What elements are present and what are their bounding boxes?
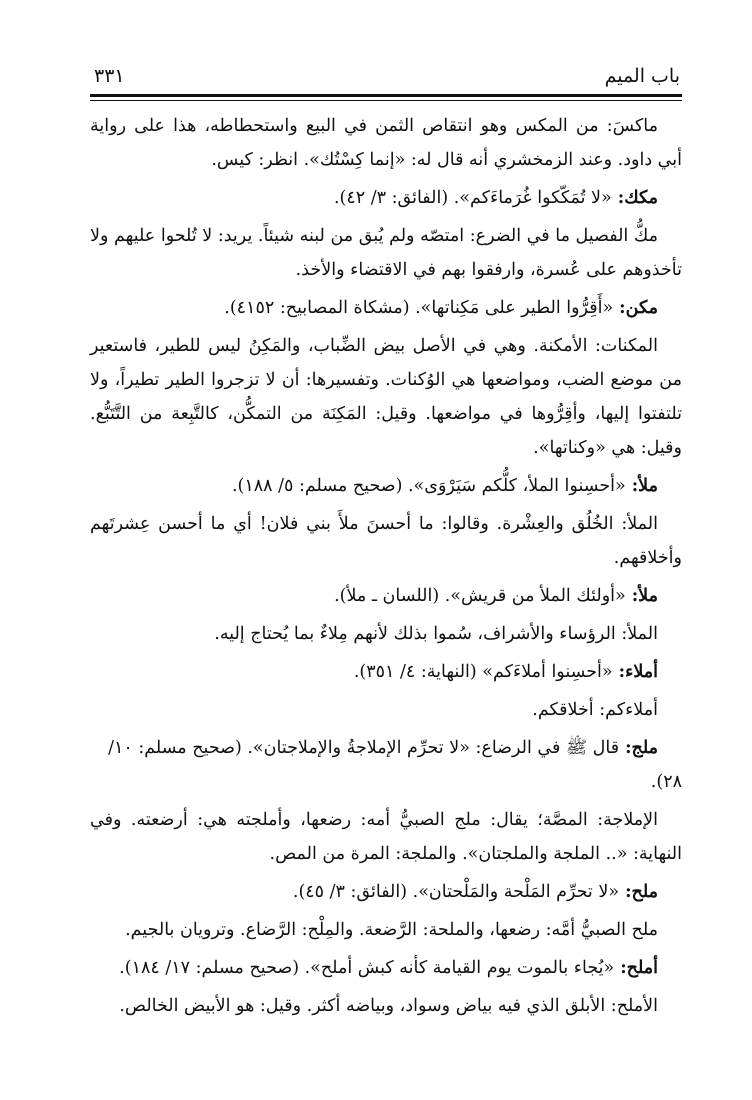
explanation-paragraph: أملاءكم: أخلاقكم. [532, 700, 658, 720]
hadith-quote: «لا تُمَكّكوا غُرَماءَكم». (الفائق: ٣/ ٤٢). [333, 188, 612, 208]
entry-heading [90, 731, 682, 799]
root-word: ملج: [625, 738, 658, 758]
explanation-paragraph: مكُّ الفصيل ما في الضرع: امتصّه ولم يُبق من لبنه شيئاً. يريد: لا تُلحوا عليهم ولا تأخذوهم على عُسرة، وارفقوا بهم في الاقتضاء والأخذ. [90, 226, 682, 280]
chapter-title: باب الميم [604, 65, 680, 87]
explanation-paragraph: الإملاجة: المصَّة؛ يقال: ملج الصبيُّ أمه: رضعها، وأملجته هي: أرضعته. وفي النهاية: «.. الملجة والملجتان». والملجة: المرة من المص. [90, 810, 682, 864]
entry-heading [90, 469, 682, 503]
hadith-quote: «أحسِنوا الملأ، كلُّكم سَيَرْوَى». (صحيح مسلم: ٥/ ١٨٨). [231, 476, 626, 496]
header-rule-thick [90, 94, 682, 97]
explanation-paragraph: الأملح: الأبلق الذي فيه بياض وسواد، وبياضه أكثر. وقيل: هو الأبيض الخالص. [119, 996, 658, 1016]
running-header [90, 60, 682, 90]
root-word: أملاء: [618, 662, 658, 682]
entry-heading [90, 951, 682, 985]
hadith-quote: «أولئك الملأ من قريش». (اللسان ـ ملأ). [334, 586, 626, 606]
root-word: ملأ: [631, 476, 658, 496]
explanation-paragraph: ملح الصبيُّ أمَّه: رضعها، والملحة: الرَّضعة. والمِلْح: الرَّضاع. وترويان بالجيم. [125, 920, 658, 940]
root-word: ملح: [625, 882, 658, 902]
entry-heading [90, 181, 682, 215]
explanation-paragraph: الملأ: الخُلُق والعِشْرة. وقالوا: ما أحسنَ ملأَ بني فلان! أي ما أحسن عِشرتَهم وأخلاقهم. [90, 514, 682, 568]
entry-heading [90, 579, 682, 613]
hadith-quote: قال ﷺ في الرضاع: «لا تحرِّم الإملاجةُ والإملاجتان». (صحيح مسلم: ١٠/ ٢٨). [108, 738, 682, 792]
root-word: أملح: [620, 958, 658, 978]
entry-heading [90, 291, 682, 325]
page-number: ٣٣١ [94, 65, 125, 87]
explanation-paragraph: المكنات: الأمكنة. وهي في الأصل بيض الضِّباب، والمَكِنُ ليس للطير، فاستعير من موضع الضب، ومواضعها هي الوُكنات. وتفسيرها: أن لا تزجروا الطير تطيراً، ولا تلتفتوا إليها، وأقِرُّوها في مواضعها. وقيل: المَكِنَة من التمكُّن، كالتَّبِعة من التَّتَبُّع. وقيل: هي «وكناتها». [90, 336, 682, 458]
entry-heading [90, 875, 682, 909]
hadith-quote: «أَقِرُّوا الطير على مَكِناتها». (مشكاة المصابيح: ٤١٥٢). [224, 298, 614, 318]
hadith-quote: «أحسِنوا أملاءَكم» (النهاية: ٤/ ٣٥١). [353, 662, 613, 682]
root-word: مكك: [617, 188, 658, 208]
root-word: مكن: [619, 298, 658, 318]
explanation-paragraph: الملأ: الرؤساء والأشراف، سُموا بذلك لأنهم مِلاءٌ بما يُحتاج إليه. [214, 624, 658, 644]
hadith-quote: «يُجاء بالموت يوم القيامة كأنه كبش أملح». (صحيح مسلم: ١٧/ ١٨٤). [119, 958, 615, 978]
explanation-paragraph: ماكسَ: من المكس وهو انتقاص الثمن في البيع واستحطاطه، هذا على رواية أبي داود. وعند الزمخشري أنه قال له: «إنما كِسْتُك». انظر: كيس. [90, 116, 682, 170]
page-body [90, 109, 682, 1023]
root-word: ملأ: [631, 586, 658, 606]
hadith-quote: «لا تحرِّم المَلْحة والمَلْحتان». (الفائق: ٣/ ٤٥). [292, 882, 620, 902]
header-rule-thin [90, 100, 682, 101]
entry-heading [90, 655, 682, 689]
